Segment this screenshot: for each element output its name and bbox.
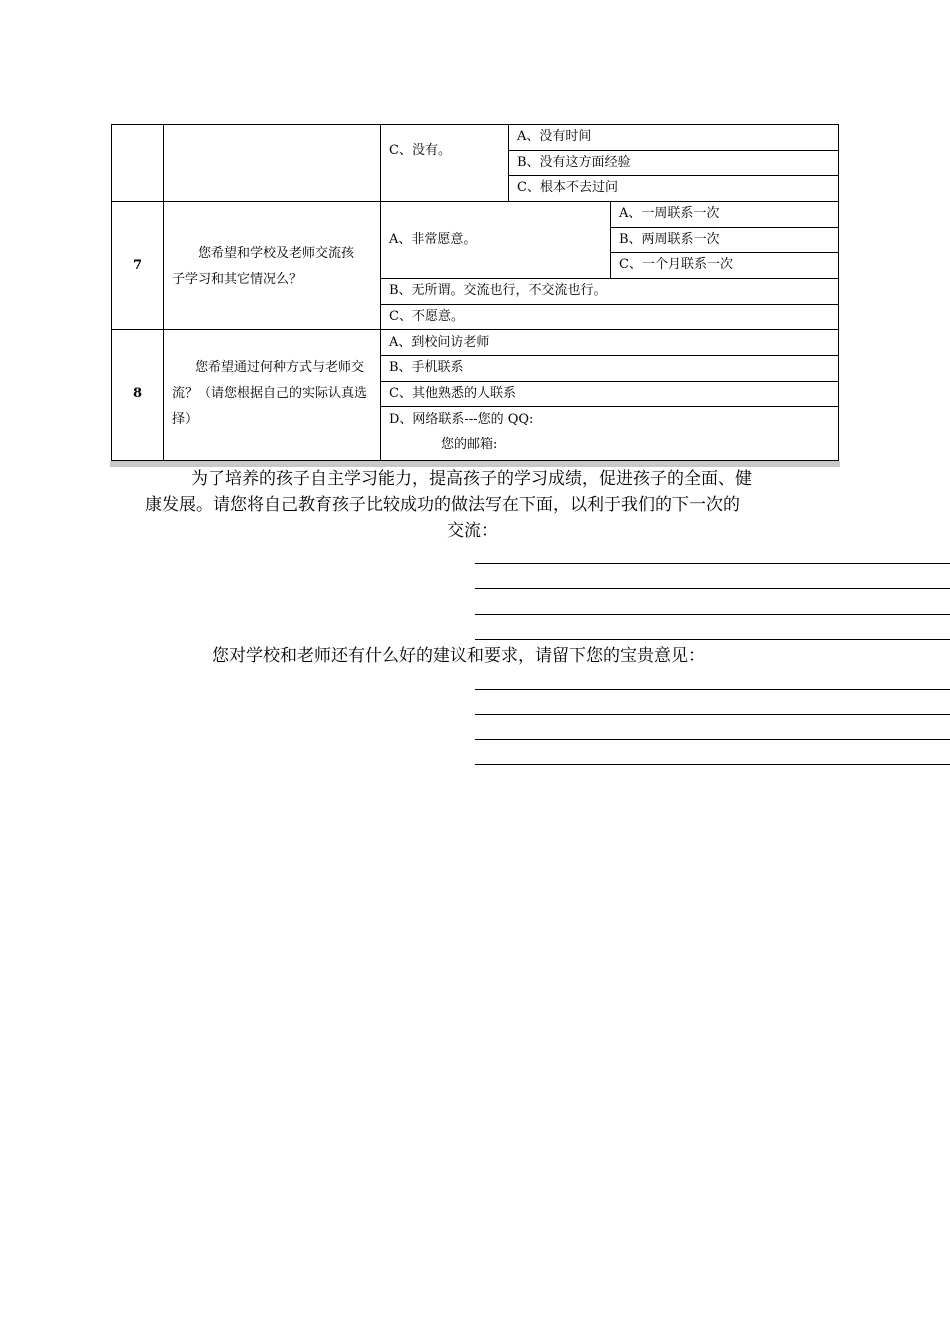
table-col-rule — [508, 124, 509, 201]
row7-sub-option-b: B、两周联系一次 — [619, 232, 720, 247]
row7-option-c: C、不愿意。 — [389, 309, 464, 324]
row8-option-b: B、手机联系 — [389, 360, 464, 375]
row8-option-d: D、网络联系---您的 QQ: — [389, 412, 534, 427]
table-rule — [380, 355, 839, 356]
suggestion-line[interactable] — [475, 764, 950, 765]
table-rule — [380, 304, 839, 305]
table-col-rule — [163, 124, 164, 461]
suggestion-line[interactable] — [475, 714, 950, 715]
suggestion-line[interactable] — [475, 689, 950, 690]
row7-sub-option-a: A、一周联系一次 — [619, 206, 720, 221]
suggestion-line[interactable] — [475, 739, 950, 740]
answer-line[interactable] — [475, 563, 950, 564]
row6-sub-option-b: B、没有这方面经验 — [517, 155, 631, 170]
table-rule — [380, 406, 839, 407]
table-border-left — [111, 124, 112, 461]
paragraph-2: 您对学校和老师还有什么好的建议和要求，请留下您的宝贵意见： — [212, 646, 705, 666]
paragraph-1-line2: 康发展。请您将自己教育孩子比较成功的做法写在下面，以利于我们的下一次的 — [145, 495, 740, 515]
row6-sub-option-a: A、没有时间 — [517, 129, 592, 144]
row8-option-a: A、到校问访老师 — [389, 335, 490, 350]
table-col-rule — [610, 201, 611, 278]
paragraph-1-line1: 为了培养的孩子自主学习能力，提高孩子的学习成绩，促进孩子的全面、健 — [191, 469, 752, 489]
answer-line[interactable] — [475, 588, 950, 589]
row7-option-b: B、无所谓。交流也行，不交流也行。 — [389, 283, 607, 298]
answer-line[interactable] — [475, 639, 950, 640]
table-rule — [111, 201, 839, 202]
row7-number: 7 — [133, 258, 143, 273]
row8-number: 8 — [133, 386, 143, 401]
table-rule — [508, 150, 839, 151]
paragraph-1-line3: 交流： — [447, 521, 498, 541]
row7-option-a: A、非常愿意。 — [389, 232, 477, 247]
row6-option-c: C、没有。 — [389, 143, 451, 158]
table-rule — [610, 227, 839, 228]
table-rule — [111, 329, 839, 330]
answer-line[interactable] — [475, 614, 950, 615]
row7-question: 您希望和学校及老师交流孩子学习和其它情况么？ — [172, 246, 355, 287]
row6-sub-option-c: C、根本不去过问 — [517, 180, 618, 195]
table-rule — [380, 381, 839, 382]
table-rule — [380, 278, 839, 279]
row7-sub-option-c: C、一个月联系一次 — [619, 257, 733, 272]
table-rule — [610, 252, 839, 253]
row8-question: 您希望通过何种方式与老师交流？（请您根据自己的实际认真选择） — [172, 360, 368, 427]
table-border-top — [111, 124, 839, 125]
row8-option-c: C、其他熟悉的人联系 — [389, 386, 516, 401]
table-border-right — [838, 124, 839, 461]
table-rule — [508, 175, 839, 176]
row8-email-label: 您的邮箱: — [441, 437, 498, 452]
table-col-rule — [380, 124, 381, 461]
